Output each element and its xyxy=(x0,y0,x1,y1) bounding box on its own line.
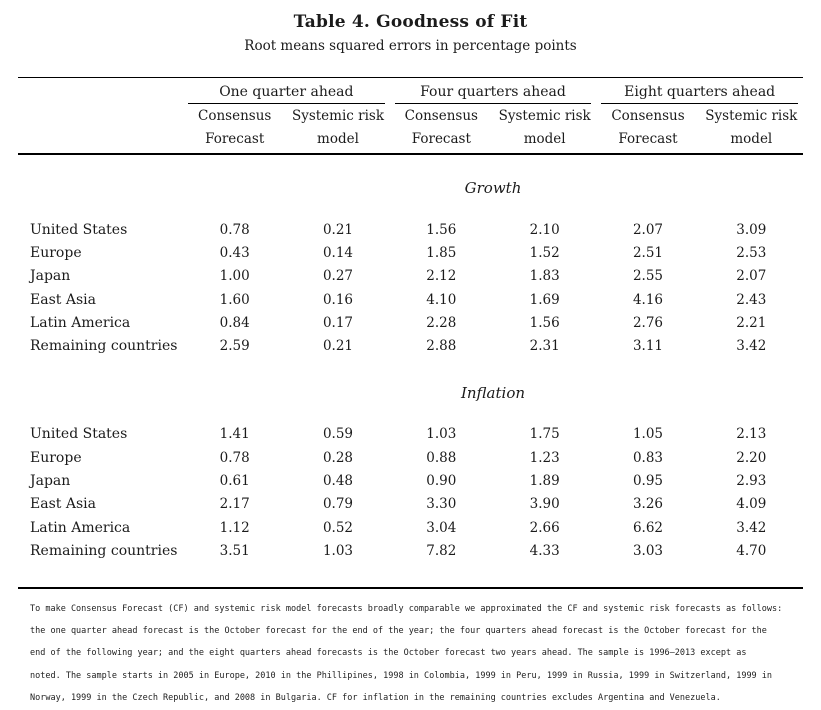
value-cell: 4.10 xyxy=(426,291,457,308)
row-label: Remaining countries xyxy=(30,542,178,559)
row-label: Remaining countries xyxy=(30,338,178,355)
column-group-header-row xyxy=(18,78,803,104)
value-cell: 0.61 xyxy=(219,473,250,490)
value-cell: 3.11 xyxy=(632,338,664,355)
value-cell: 0.14 xyxy=(322,244,354,261)
value-cell: 2.10 xyxy=(529,221,560,238)
value-cell: 2.21 xyxy=(736,314,767,331)
col-header-model-4q: model xyxy=(523,130,566,147)
header-spacer xyxy=(18,127,183,150)
value-cell: 0.21 xyxy=(322,338,354,355)
value-cell: 3.30 xyxy=(426,496,457,513)
value-cell: 2.76 xyxy=(632,314,664,331)
value-cell: 1.03 xyxy=(322,542,354,559)
value-cell: 0.21 xyxy=(322,221,354,238)
col-header-systemic-1q: Systemic risk xyxy=(291,107,385,124)
value-cell: 0.88 xyxy=(426,449,457,466)
row-label: East Asia xyxy=(30,496,96,513)
value-cell: 7.82 xyxy=(426,542,457,559)
table-row xyxy=(18,539,803,562)
value-cell: 3.09 xyxy=(736,221,767,238)
value-cell: 1.60 xyxy=(219,291,250,308)
header-bottom-rule xyxy=(18,153,803,155)
col-group-eight-quarters-ahead: Eight quarters ahead xyxy=(601,78,798,104)
growth-rows xyxy=(18,218,803,358)
value-cell: 2.66 xyxy=(529,519,560,536)
value-cell: 0.84 xyxy=(219,314,250,331)
value-cell: 0.95 xyxy=(632,473,664,490)
col-header-model-8q: model xyxy=(730,130,773,147)
value-cell: 1.69 xyxy=(529,291,560,308)
col-header-forecast-8q: Forecast xyxy=(618,130,678,147)
value-cell: 4.70 xyxy=(736,542,767,559)
value-cell: 2.07 xyxy=(736,268,767,285)
column-header-row-line1 xyxy=(18,104,803,127)
col-header-forecast-4q: Forecast xyxy=(411,130,471,147)
row-label: Japan xyxy=(30,268,71,285)
value-cell: 2.13 xyxy=(736,426,767,443)
value-cell: 2.07 xyxy=(632,221,664,238)
col-header-consensus-8q: Consensus xyxy=(611,107,685,124)
table-row xyxy=(18,334,803,357)
footnote-line: the one quarter ahead forecast is the October forecast for the end of the year; the four quarters ahead forecast is the October forecast for the xyxy=(30,625,767,636)
value-cell: 0.90 xyxy=(426,473,457,490)
col-header-systemic-4q: Systemic risk xyxy=(498,107,591,124)
value-cell: 1.89 xyxy=(529,473,560,490)
row-label: Japan xyxy=(30,473,71,490)
col-header-model-1q: model xyxy=(317,130,359,147)
col-group-one-quarter-ahead: One quarter ahead xyxy=(188,78,385,104)
table-row xyxy=(18,241,803,264)
page-subtitle: Root means squared errors in percentage points xyxy=(244,38,577,54)
value-cell: 4.33 xyxy=(529,542,560,559)
value-cell: 2.28 xyxy=(426,314,457,331)
value-cell: 2.51 xyxy=(632,244,664,261)
value-cell: 0.83 xyxy=(632,449,664,466)
footnote-line: To make Consensus Forecast (CF) and systemic risk model forecasts broadly comparable we approximated the CF and systemic risk forecasts as follows: xyxy=(30,603,783,614)
col-header-consensus-4q: Consensus xyxy=(404,107,478,124)
col-group-four-quarters-ahead: Four quarters ahead xyxy=(395,78,592,104)
footnote-line: Norway, 1999 in the Czech Republic, and 2008 in Bulgaria. CF for inflation in the remaining countries excludes Argentina and Venezuela. xyxy=(30,693,721,704)
value-cell: 0.79 xyxy=(322,496,354,513)
value-cell: 3.03 xyxy=(632,542,664,559)
value-cell: 1.56 xyxy=(529,314,560,331)
value-cell: 2.20 xyxy=(736,449,767,466)
value-cell: 2.93 xyxy=(736,473,767,490)
row-label: United States xyxy=(30,426,128,443)
value-cell: 2.31 xyxy=(529,338,560,355)
value-cell: 0.17 xyxy=(322,314,354,331)
value-cell: 1.52 xyxy=(529,244,560,261)
row-label: Latin America xyxy=(30,314,131,331)
value-cell: 0.52 xyxy=(322,519,354,536)
goodness-of-fit-table xyxy=(18,77,803,710)
footnote xyxy=(18,589,803,710)
value-cell: 1.05 xyxy=(632,426,664,443)
table-row xyxy=(18,446,803,469)
value-cell: 1.23 xyxy=(529,449,560,466)
col-header-forecast-1q: Forecast xyxy=(205,130,265,147)
col-header-systemic-8q: Systemic risk xyxy=(705,107,798,124)
value-cell: 3.04 xyxy=(426,519,457,536)
value-cell: 2.43 xyxy=(736,291,767,308)
footnote-line: noted. The sample starts in 2005 in Europe, 2010 in the Phillipines, 1998 in Colombia, 1999 in Peru, 1999 in Russia, 1999 in Switzerland, 1999 in xyxy=(30,670,773,681)
page-title: Table 4. Goodness of Fit xyxy=(293,12,528,32)
value-cell: 3.42 xyxy=(736,519,767,536)
table-row xyxy=(18,311,803,334)
section-label-inflation: Inflation xyxy=(460,383,526,402)
table-row xyxy=(18,265,803,288)
value-cell: 3.26 xyxy=(632,496,664,513)
value-cell: 2.53 xyxy=(736,244,767,261)
value-cell: 0.43 xyxy=(219,244,250,261)
value-cell: 1.75 xyxy=(529,426,560,443)
row-label: United States xyxy=(30,221,128,238)
section-label-growth: Growth xyxy=(464,179,522,197)
value-cell: 2.59 xyxy=(219,338,250,355)
value-cell: 1.03 xyxy=(426,426,457,443)
col-header-consensus-1q: Consensus xyxy=(198,107,272,124)
value-cell: 0.28 xyxy=(322,449,354,466)
value-cell: 1.56 xyxy=(426,221,457,238)
value-cell: 3.51 xyxy=(219,542,250,559)
row-label: East Asia xyxy=(30,291,96,308)
footnote-line: end of the following year; and the eight quarters ahead forecasts is the October forecast two years ahead. The sample is 1996—2013 except as xyxy=(30,648,747,659)
value-cell: 0.78 xyxy=(219,221,250,238)
row-label: Latin America xyxy=(30,519,131,536)
value-cell: 6.62 xyxy=(632,519,664,536)
table-row xyxy=(18,288,803,311)
table-row xyxy=(18,218,803,241)
value-cell: 1.85 xyxy=(426,244,457,261)
value-cell: 4.09 xyxy=(736,496,767,513)
value-cell: 0.16 xyxy=(322,291,354,308)
header-spacer xyxy=(18,78,183,104)
row-label: Europe xyxy=(30,244,82,261)
row-label: Europe xyxy=(30,449,82,466)
value-cell: 2.12 xyxy=(426,268,457,285)
table-row xyxy=(18,469,803,492)
value-cell: 4.16 xyxy=(632,291,664,308)
value-cell: 0.59 xyxy=(322,426,354,443)
value-cell: 2.88 xyxy=(426,338,457,355)
value-cell: 1.00 xyxy=(219,268,250,285)
value-cell: 3.90 xyxy=(529,496,560,513)
value-cell: 0.27 xyxy=(322,268,354,285)
column-header-row-line2 xyxy=(18,127,803,150)
table-row xyxy=(18,493,803,516)
value-cell: 0.78 xyxy=(219,449,250,466)
table-row xyxy=(18,516,803,539)
inflation-rows xyxy=(18,423,803,563)
table-row xyxy=(18,423,803,446)
value-cell: 1.41 xyxy=(219,426,250,443)
value-cell: 3.42 xyxy=(736,338,767,355)
value-cell: 2.55 xyxy=(632,268,664,285)
value-cell: 0.48 xyxy=(322,473,354,490)
header-spacer xyxy=(18,104,183,127)
value-cell: 1.12 xyxy=(219,519,250,536)
value-cell: 2.17 xyxy=(219,496,250,513)
value-cell: 1.83 xyxy=(529,268,560,285)
